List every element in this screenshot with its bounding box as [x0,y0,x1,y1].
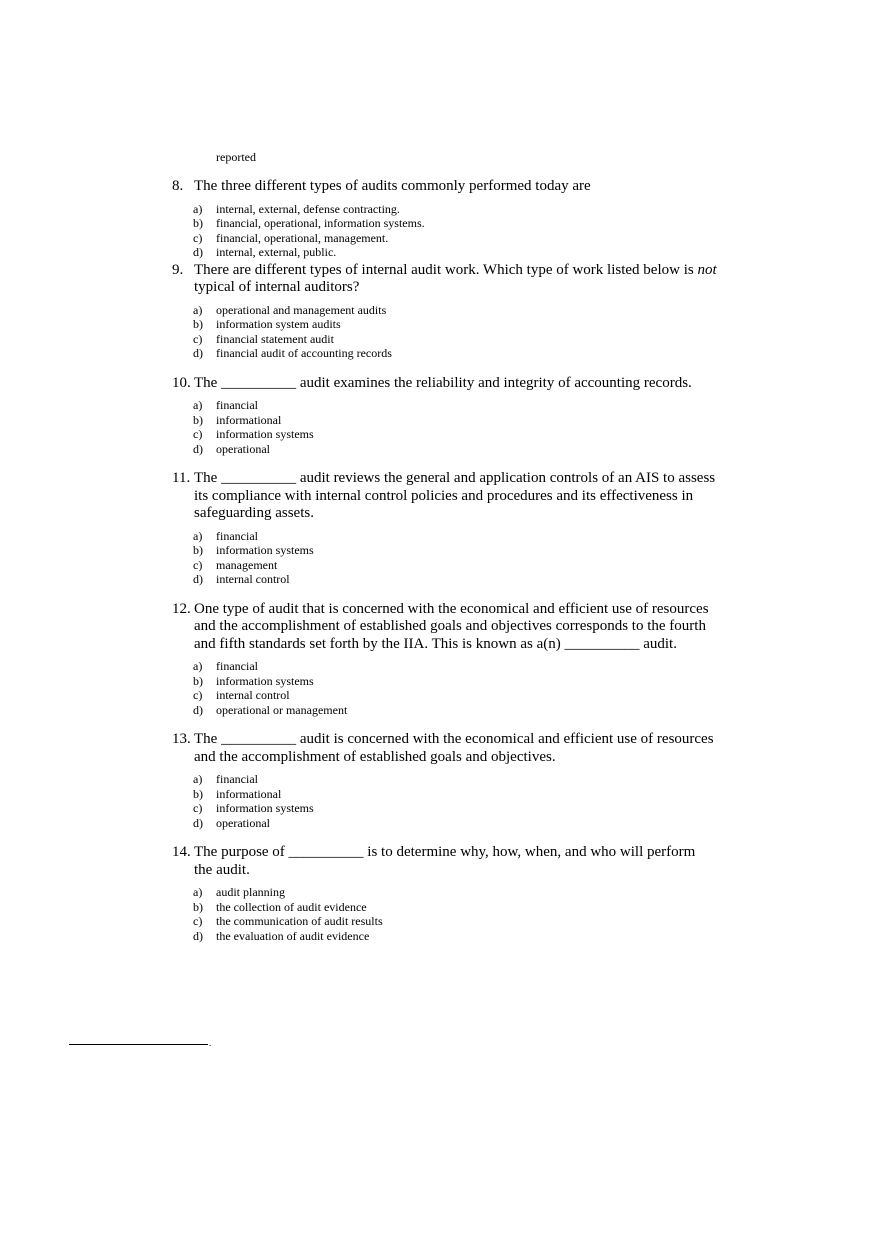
footnote-mark: . [209,1038,212,1048]
option-d [193,572,717,587]
option-d [193,245,717,260]
option-b [193,674,717,689]
option-a [193,529,717,544]
option-c [193,688,717,703]
option-text: operational and management audits [216,302,387,317]
question-number: 13. [172,731,191,747]
option-letter: c) [193,427,203,441]
option-d [193,929,717,944]
question-stem [172,470,717,523]
option-text: audit planning [216,885,285,899]
option-text: financial [216,772,258,786]
option-d [193,442,717,457]
option-letter: b) [193,673,203,688]
option-list [193,202,717,260]
option-letter: d) [193,441,203,456]
option-text: internal, external, public. [216,245,337,259]
question-number: 14. [172,844,191,860]
option-letter: c) [193,230,203,245]
question-list [172,178,717,957]
question-text: The __________ audit examines the reliability and integrity of accounting records. [194,374,692,391]
option-a [193,303,717,318]
option-text: internal control [216,572,290,586]
option-text: financial, operational, management. [216,230,389,245]
question-text: The three different types of audits commonly performed today are [194,178,591,194]
option-c [193,558,717,573]
option-letter: a) [193,528,203,543]
option-text: operational [216,815,270,830]
option-letter: a) [193,885,203,899]
option-c [193,801,717,816]
option-b [193,543,717,558]
option-letter: a) [193,302,203,317]
option-letter: c) [193,688,203,702]
question-number: 8. [172,178,184,194]
option-letter: d) [193,572,203,586]
question-9 [172,262,717,361]
question-number: 9. [172,261,184,278]
question-text: The __________ audit is concerned with the economical and efficient use of resources and the accomplishment of established goals and objectives. [194,731,714,765]
option-list [193,529,717,587]
option-letter: c) [193,914,203,928]
option-list [193,772,717,830]
option-letter: d) [193,815,203,830]
option-text: internal control [216,688,290,702]
question-text: The __________ audit reviews the general and application controls of an AIS to assess its compliance with internal control policies and procedures and its effectiveness in safeguarding assets. [194,470,716,521]
option-a [193,885,717,900]
option-letter: b) [193,899,203,914]
question-12 [172,601,717,718]
option-list [193,885,717,943]
option-letter: b) [193,412,203,427]
option-text: informational [216,786,282,801]
option-text: financial [216,398,258,412]
option-letter: b) [193,543,203,557]
carryover-text: reported [216,150,256,164]
footnote-separator [69,1044,208,1045]
option-b [193,787,717,802]
option-b [193,216,717,231]
option-a [193,772,717,787]
question-text-emphasis: not [697,261,717,278]
option-list [193,398,717,456]
option-text: internal, external, defense contracting. [216,201,400,216]
option-c [193,231,717,246]
option-c [193,914,717,929]
question-number: 10. [172,374,191,391]
option-text: management [216,557,278,572]
option-d [193,816,717,831]
question-10 [172,375,717,457]
option-letter: a) [193,201,203,216]
option-text: financial audit of accounting records [216,346,392,360]
option-letter: d) [193,346,203,360]
option-text: operational or management [216,702,348,717]
option-d [193,346,717,361]
question-stem [172,262,717,297]
question-text: One type of audit that is concerned with the economical and efficient use of resources and the accomplishment of established goals and objectives corresponds to the fourth and fifth standards set forth by the IIA. This is known as a(n) __________ audit. [194,600,709,652]
option-letter: a) [193,398,203,412]
option-b [193,317,717,332]
option-letter: a) [193,772,203,786]
option-letter: c) [193,331,203,346]
option-text: the evaluation of audit evidence [216,928,370,943]
option-letter: a) [193,659,203,673]
question-13 [172,731,717,830]
option-list [193,659,717,717]
option-letter: d) [193,702,203,717]
option-text: information systems [216,543,314,557]
option-text: information systems [216,673,314,688]
option-text: financial [216,528,258,543]
question-stem [172,844,717,879]
question-14 [172,844,717,943]
option-a [193,398,717,413]
option-a [193,202,717,217]
question-text-post: typical of internal auditors? [194,279,360,295]
question-stem [172,375,717,393]
option-letter: b) [193,216,203,230]
question-text: The purpose of __________ is to determine why, how, when, and who will perform the audit. [194,844,696,878]
option-letter: b) [193,786,203,801]
option-b [193,900,717,915]
option-d [193,703,717,718]
option-list [193,303,717,361]
option-text: the collection of audit evidence [216,899,367,914]
option-a [193,659,717,674]
question-8 [172,178,717,260]
question-number: 11. [172,470,191,486]
question-stem [172,601,717,654]
option-text: operational [216,441,270,456]
question-stem [172,731,717,766]
option-text: information systems [216,801,314,815]
option-text: informational [216,412,282,427]
option-c [193,332,717,347]
question-text-pre: There are different types of internal audit work. Which type of work listed below is [194,261,698,278]
option-letter: b) [193,317,203,331]
question-stem [172,178,717,196]
option-b [193,413,717,428]
option-letter: d) [193,245,203,259]
option-text: information system audits [216,317,341,331]
option-letter: d) [193,928,203,943]
question-11 [172,470,717,587]
option-text: the communication of audit results [216,914,383,928]
option-text: financial, operational, information systems. [216,216,425,230]
option-text: information systems [216,427,314,441]
option-text: financial statement audit [216,331,334,346]
option-letter: c) [193,801,203,815]
option-c [193,427,717,442]
question-number: 12. [172,600,191,617]
option-letter: c) [193,557,203,572]
option-text: financial [216,659,258,673]
